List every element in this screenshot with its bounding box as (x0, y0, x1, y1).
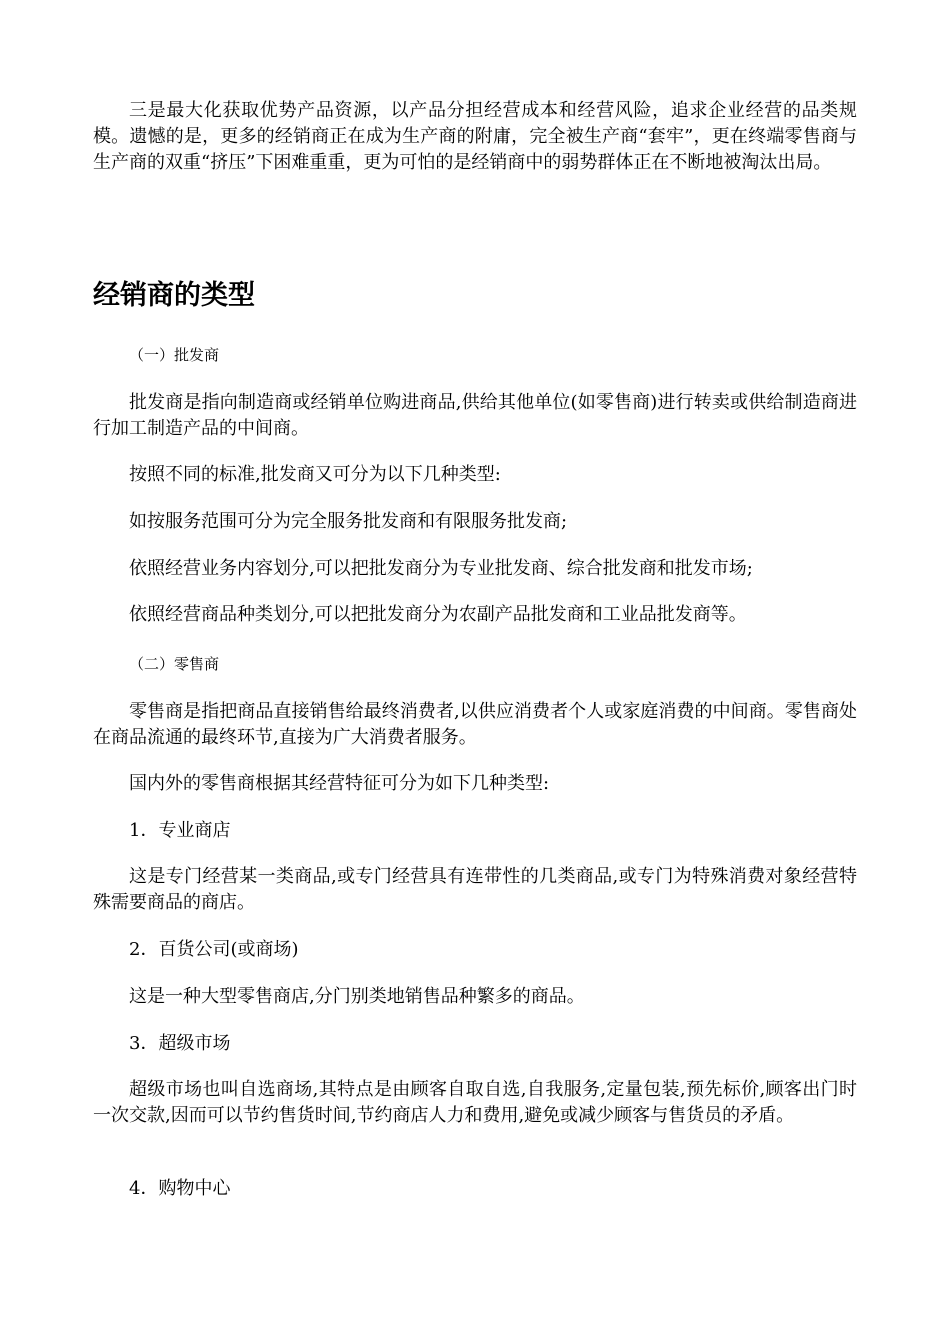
retail-item-title: 3．超级市场 (129, 1033, 231, 1054)
wholesale-type-goods: 依照经营商品种类划分,可以把批发商分为农副产品批发商和工业品批发商等。 (129, 604, 747, 625)
wholesale-types-intro: 按照不同的标准,批发商又可分为以下几种类型: (129, 464, 501, 485)
wholesale-type-service: 如按服务范围可分为完全服务批发商和有限服务批发商; (129, 511, 568, 532)
retail-item-description: 这是专门经营某一类商品,或专门经营具有连带性的几类商品,或专门为特殊消费对象经营特殊需要商品的商店。 (93, 866, 857, 913)
retail-definition: 零售商是指把商品直接销售给最终消费者,以供应消费者个人或家庭消费的中间商。零售商处在商品流通的最终环节,直接为广大消费者服务。 (93, 701, 857, 748)
retail-item-title: 1．专业商店 (129, 820, 231, 841)
retail-item-description: 这是一种大型零售商店,分门别类地销售品种繁多的商品。 (129, 986, 585, 1007)
retail-types-intro: 国内外的零售商根据其经营特征可分为如下几种类型: (129, 773, 550, 794)
retail-subheading: （二）零售商 (129, 655, 220, 673)
retail-item-title: 4．购物中心 (129, 1178, 231, 1199)
retail-item-title: 2．百货公司(或商场) (129, 939, 299, 960)
wholesale-subheading: （一）批发商 (129, 346, 220, 364)
intro-paragraph: 三是最大化获取优势产品资源，以产品分担经营成本和经营风险，追求企业经营的品类规模。遗憾的是，更多的经销商正在成为生产商的附庸，完全被生产商“套牢”，更在终端零售商与生产商的双重“挤压”下困难重重，更为可怕的是经销商中的弱势群体正在不断地被淘汰出局。 (93, 100, 857, 173)
section-title: 经销商的类型 (93, 280, 255, 311)
wholesale-definition: 批发商是指向制造商或经销单位购进商品,供给其他单位(如零售商)进行转卖或供给制造商进行加工制造产品的中间商。 (93, 392, 857, 439)
wholesale-type-business: 依照经营业务内容划分,可以把批发商分为专业批发商、综合批发商和批发市场; (129, 558, 753, 579)
retail-item-description: 超级市场也叫自选商场,其特点是由顾客自取自选,自我服务,定量包装,预先标价,顾客出门时一次交款,因而可以节约售货时间,节约商店人力和费用,避免或减少顾客与售货员的矛盾。 (93, 1079, 857, 1126)
